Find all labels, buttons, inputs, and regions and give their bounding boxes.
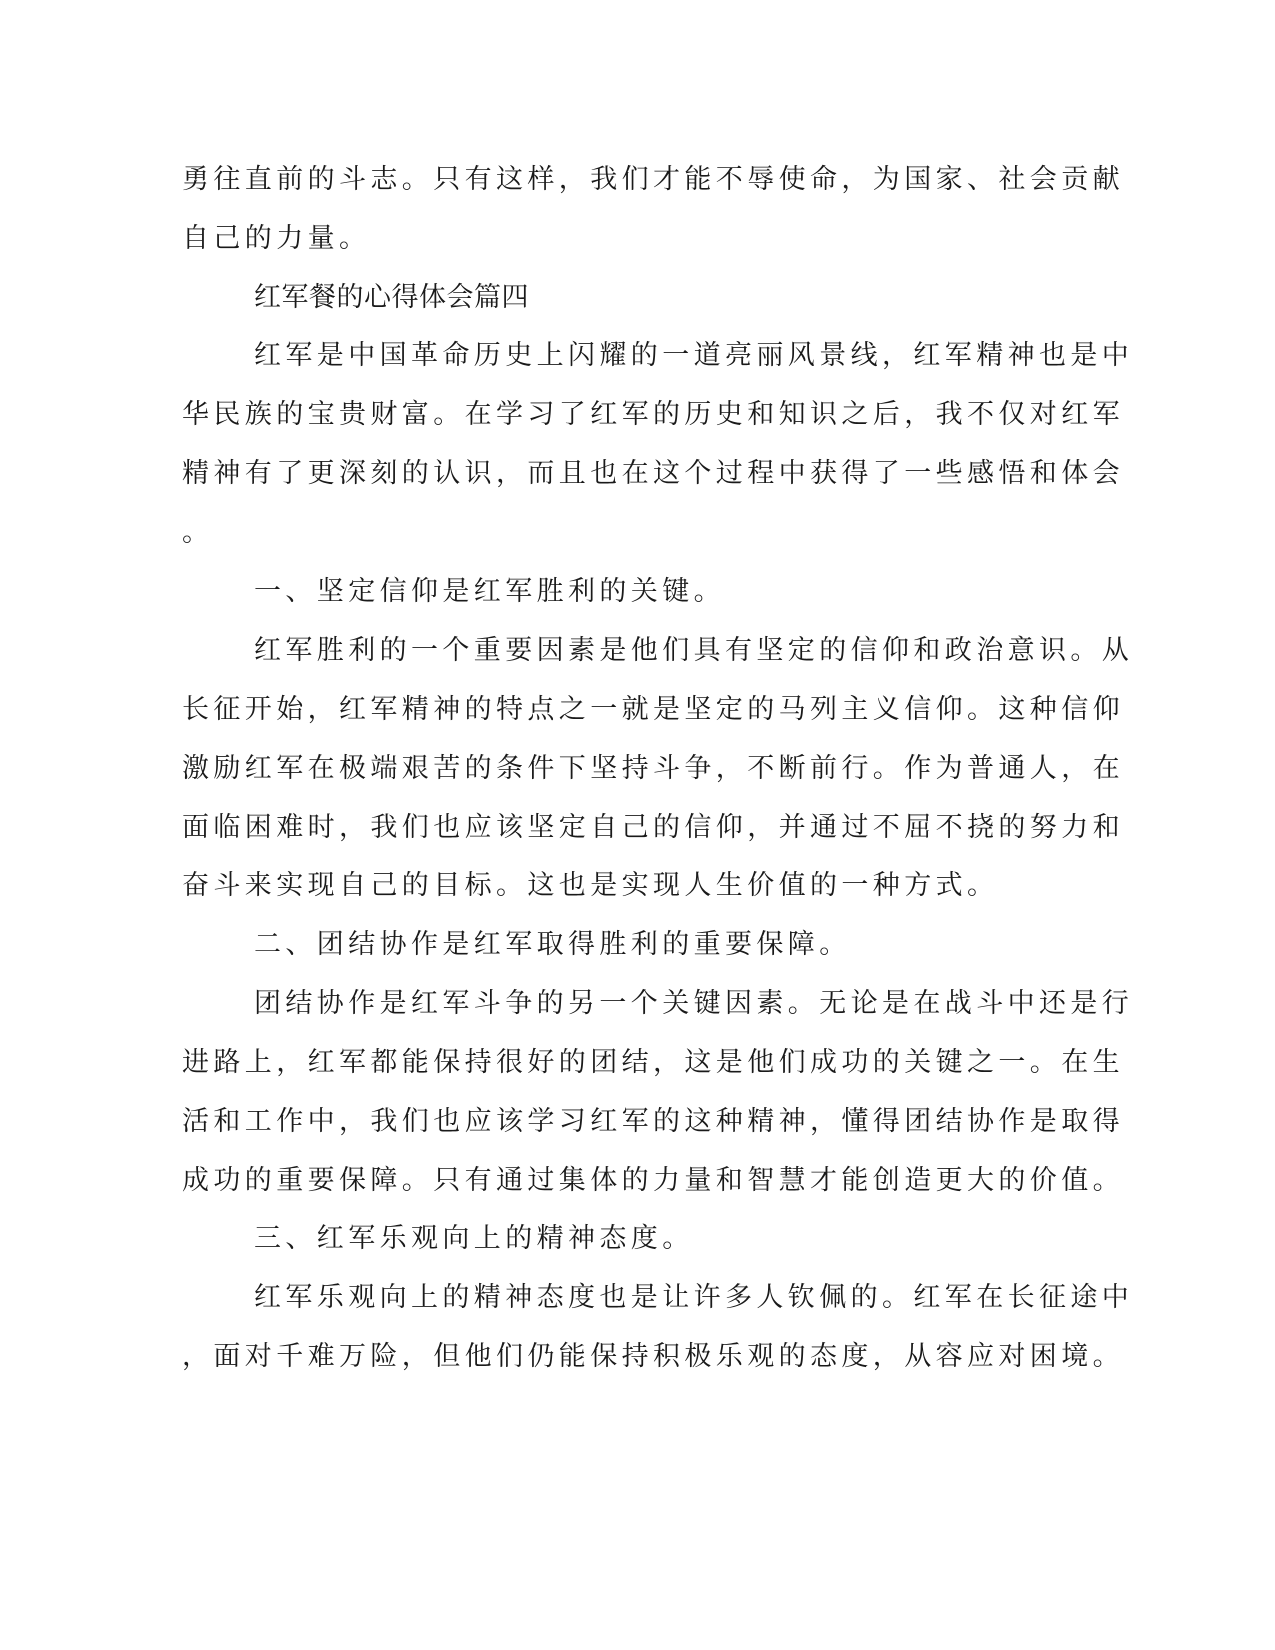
point-heading: 三、红军乐观向上的精神态度。 [254, 1223, 694, 1254]
paragraph-line: 红军是中国革命历史上闪耀的一道亮丽风景线，红军精神也是中 [254, 340, 1134, 371]
point-heading: 一、坚定信仰是红军胜利的关键。 [254, 576, 725, 607]
paragraph-line: 成功的重要保障。只有通过集体的力量和智慧才能创造更大的价值。 [182, 1165, 1124, 1196]
paragraph-line: 自己的力量。 [182, 223, 371, 254]
paragraph-line: 长征开始，红军精神的特点之一就是坚定的马列主义信仰。这种信仰 [182, 694, 1124, 725]
paragraph-line: 面临困难时，我们也应该坚定自己的信仰，并通过不屈不挠的努力和 [182, 812, 1124, 843]
point-heading: 二、团结协作是红军取得胜利的重要保障。 [254, 929, 851, 960]
paragraph-line: 红军胜利的一个重要因素是他们具有坚定的信仰和政治意识。从 [254, 635, 1134, 666]
paragraph-line: 团结协作是红军斗争的另一个关键因素。无论是在战斗中还是行 [254, 988, 1134, 1019]
paragraph-line: 活和工作中，我们也应该学习红军的这种精神，懂得团结协作是取得 [182, 1106, 1124, 1137]
paragraph-line: 进路上，红军都能保持很好的团结，这是他们成功的关键之一。在生 [182, 1047, 1124, 1078]
paragraph-line: 精神有了更深刻的认识，而且也在这个过程中获得了一些感悟和体会 [182, 458, 1124, 489]
paragraph-line: 华民族的宝贵财富。在学习了红军的历史和知识之后，我不仅对红军 [182, 399, 1124, 430]
paragraph-line: 奋斗来实现自己的目标。这也是实现人生价值的一种方式。 [182, 870, 999, 901]
paragraph-line: 勇往直前的斗志。只有这样，我们才能不辱使命，为国家、社会贡献 [182, 164, 1124, 195]
paragraph-line: 红军乐观向上的精神态度也是让许多人钦佩的。红军在长征途中 [254, 1282, 1134, 1313]
paragraph-line: 。 [182, 517, 214, 548]
paragraph-line: ，面对千难万险，但他们仍能保持积极乐观的态度，从容应对困境。 [182, 1341, 1124, 1372]
paragraph-line: 激励红军在极端艰苦的条件下坚持斗争，不断前行。作为普通人，在 [182, 753, 1124, 784]
section-title: 红军餐的心得体会篇四 [254, 282, 529, 313]
